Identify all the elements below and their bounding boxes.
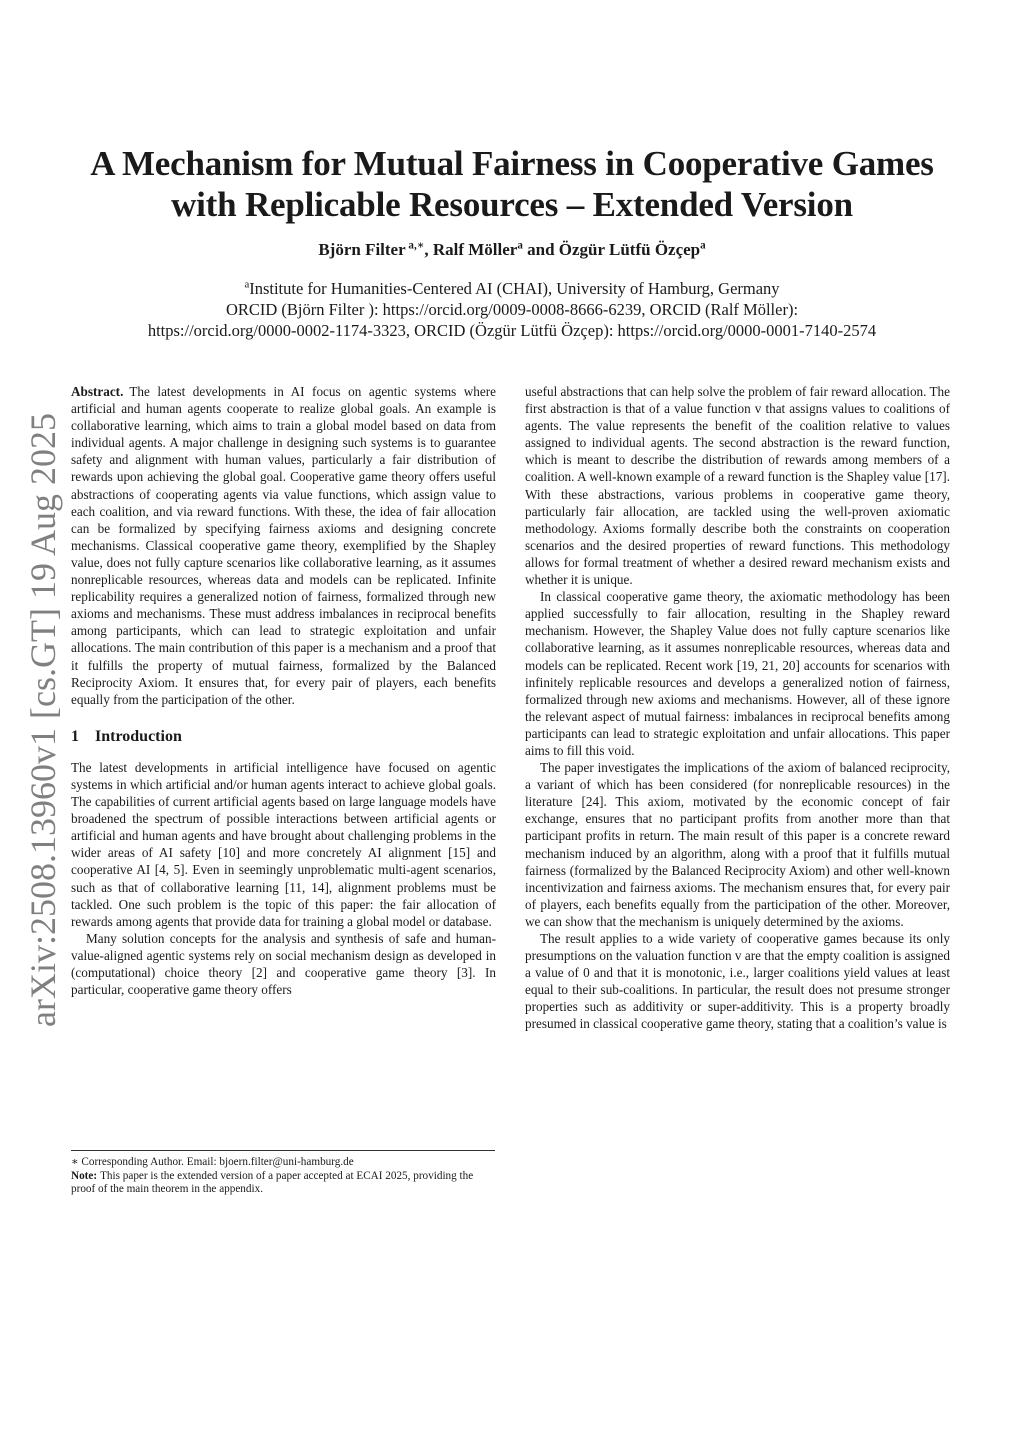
section-title: Introduction: [95, 727, 182, 745]
note-text: This paper is the extended version of a paper accepted at ECAI 2025, providing the proof of the main theorem in the appendix.: [71, 1169, 474, 1195]
affiliation-line-2: ORCID (Björn Filter ): https://orcid.org/0009-0008-8666-6239, ORCID (Ralf Möller):: [225, 300, 799, 319]
affiliation-institute: Institute for Humanities-Centered AI (CHAI), University of Hamburg, Germany: [249, 279, 780, 298]
author-3-name: and Özgür Lütfü Özçep: [522, 240, 701, 259]
author-3-mark: a: [700, 239, 706, 252]
intro-paragraph-1: The latest developments in artificial intelligence have focused on agentic systems in which artificial and/or human agents interact to achieve global goals. The capabilities of current artificial agents based on large language models have broadened the spectrum of possible interactions between artificial agents or artificial and human agents and have brought about challenging problems in the wider areas of AI safety [10] and more concretely AI alignment [15] and cooperative AI [4, 5]. Even in seemingly unproblematic multi-agent scenarios, such as that of collaborative learning [11, 14], alignment problems must be tackled. One such problem is the topic of this paper: the fair allocation of rewards among agents that provide data for training a global model or database.: [71, 759, 496, 929]
intro-paragraph-2: Many solution concepts for the analysis and synthesis of safe and human-value-aligned agentic systems rely on social mechanism design as developed in (computational) choice theory [2] and cooperative game theory [3]. In particular, cooperative game theory offers: [71, 930, 496, 998]
footnote-note: [71, 1170, 495, 1197]
title-line-2: with Replicable Resources – Extended Version: [171, 185, 853, 224]
left-column: [71, 383, 496, 998]
affiliation-line-1: [60, 278, 964, 299]
author-1-name: Björn Filter: [318, 240, 406, 259]
section-heading-introduction: [71, 728, 496, 745]
author-list: [60, 240, 964, 260]
note-label: Note:: [71, 1169, 98, 1182]
right-column: [525, 383, 950, 1033]
abstract: [71, 383, 496, 708]
affiliation-block: [60, 278, 964, 341]
right-paragraph-3: The paper investigates the implications of the axiom of balanced reciprocity, a variant of which has been considered (for nonreplicable resources) in the literature [24]. This axiom, motivated by the economic concept of fair exchange, ensures that no participant profits from another more than that participant profits in return. The main result of this paper is a concrete reward mechanism induced by an algorithm, along with a proof that it fulfills mutual fairness (formalized by the Balanced Reciprocity Axiom) and other well-known incentivization and fairness axioms. The mechanism ensures that, for every pair of players, each benefits equally from the participation of the other. Moreover, we can show that the mechanism is uniquely determined by the axioms.: [525, 760, 950, 929]
right-paragraph-2: In classical cooperative game theory, the axiomatic methodology has been applied successfully to fair allocation, resulting in the Shapley reward mechanism. However, the Shapley Value does not fully capture scenarios like collaborative learning, as it assumes nonreplicable resources, whereas data and models can be replicated. Recent work [19, 21, 20] accounts for scenarios with infinitely replicable resources and develops a generalized notion of fairness, formalized through new axioms and mechanisms. However, all of these ignore the relevant aspect of mutual fairness: imbalances in reciprocal benefits among participants can lead to strategic exploitation and unfair allocations. This paper aims to fill this void.: [525, 589, 950, 758]
abstract-label: Abstract.: [71, 384, 124, 399]
paper-title: [60, 143, 964, 225]
arxiv-stamp: arXiv:2508.13960v1 [cs.GT] 19 Aug 2025: [23, 413, 63, 1027]
section-number: 1: [71, 727, 79, 745]
affiliation-line-3: https://orcid.org/0000-0002-1174-3323, ORCID (Özgür Lütfü Özçep): https://orcid.org/0000-0001-7140-2574: [147, 321, 877, 340]
right-paragraph-4: The result applies to a wide variety of cooperative games because its only presumptions on the valuation function v are that the empty coalition is assigned a value of 0 and that it is monotonic, i.e., larger coalitions yield values at least equal to their sub-coalitions. In particular, the result does not presume stronger properties such as additivity or super-additivity. This is a property broadly presumed in classical cooperative game theory, stating that a coalition’s value is: [525, 931, 950, 1032]
author-2-name: , Ralf Möller: [424, 240, 518, 259]
author-1-mark: a,∗: [405, 239, 425, 252]
footnotes: [71, 1156, 495, 1197]
affiliation-mark: a: [244, 278, 250, 291]
footnote-corresponding-author: ∗ Corresponding Author. Email: bjoern.filter@uni-hamburg.de: [71, 1156, 354, 1168]
author-2-mark: a: [517, 239, 523, 252]
right-paragraph-1: useful abstractions that can help solve the problem of fair reward allocation. The first abstraction is that of a value function v that assigns values to coalitions of agents. The value represents the benefit of the coalition relative to values assigned to individual agents. The second abstraction is the reward function, which is meant to describe the distribution of rewards among members of a coalition. A well-known example of a reward function is the Shapley value [17]. With these abstractions, various problems in cooperative game theory, particularly fair allocation, are tackled using the well-proven axiomatic methodology. Axioms formally describe both the constraints on cooperation scenarios and the desired properties of reward functions. This methodology allows for formal treatment of whether a desired reward mechanism exists and whether it is unique.: [525, 384, 950, 588]
abstract-text: The latest developments in AI focus on agentic systems where artificial and human agents cooperate to realize global goals. An example is collaborative learning, which aims to train a global model based on data from individual agents. A major challenge in designing such systems is to guarantee safety and alignment with human values, particularly a fair distribution of rewards upon achieving the global goal. Cooperative game theory offers useful abstractions of cooperating agents via value functions, which assign value to each coalition, and via reward functions. With these, the idea of fair allocation can be formalized by specifying fairness axioms and designing concrete mechanisms. Classical cooperative game theory, exemplified by the Shapley value, does not fully capture scenarios like collaborative learning, as it assumes nonreplicable resources, whereas data and models can be replicated. Infinite replicability requires a generalized notion of fairness, formalized through new axioms and mechanisms. These must address imbalances in reciprocal benefits among participants, which can lead to strategic exploitation and unfair allocations. The main contribution of this paper is a mechanism and a proof that it fulfills the property of mutual fairness, formalized by the Balanced Reciprocity Axiom. It ensures that, for every pair of players, each benefits equally from the participation of the other.: [71, 384, 496, 707]
title-line-1: A Mechanism for Mutual Fairness in Cooperative Games: [90, 144, 934, 183]
footnote-divider: [71, 1150, 495, 1151]
